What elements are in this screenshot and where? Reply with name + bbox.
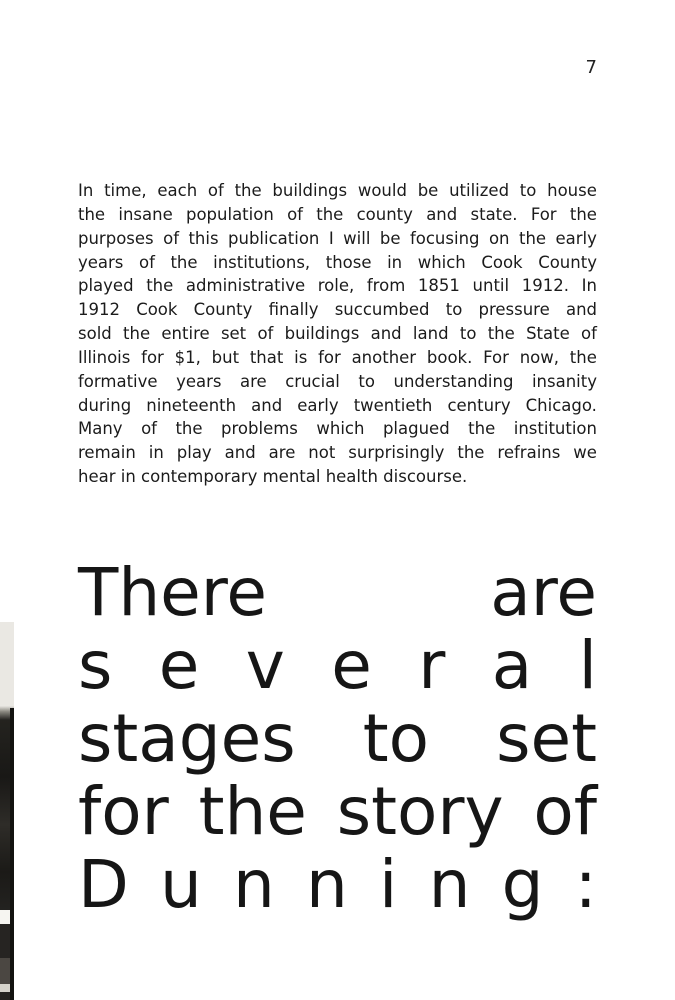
word: formative: [78, 371, 158, 391]
word: for: [318, 347, 341, 367]
word: be: [417, 181, 439, 200]
word: those: [325, 252, 372, 272]
word: County: [538, 252, 597, 272]
word: problems: [221, 419, 298, 439]
word: For: [483, 347, 509, 367]
word: now,: [519, 347, 559, 367]
word: in: [387, 252, 403, 272]
word: to: [362, 700, 429, 777]
photo-strip-edge-line: [10, 708, 14, 1000]
word: l: [578, 627, 597, 704]
word: to: [459, 324, 477, 344]
word: of: [141, 419, 157, 439]
heading-line: [78, 629, 597, 702]
word: the: [198, 773, 307, 850]
word: insanity: [531, 371, 597, 391]
word: play: [176, 443, 212, 463]
word: $1,: [174, 347, 201, 367]
word: buildings: [284, 324, 360, 344]
word: set: [496, 700, 597, 777]
word: from: [366, 276, 406, 296]
word: which: [417, 252, 466, 272]
word: set: [220, 324, 247, 344]
word: of: [257, 324, 274, 344]
word: institutions,: [213, 252, 311, 272]
word: each: [157, 181, 198, 200]
word: years: [176, 371, 222, 391]
word: of: [207, 181, 224, 200]
word: early: [555, 228, 597, 248]
word: There: [78, 554, 268, 631]
word: n: [233, 846, 275, 923]
word: be: [379, 228, 401, 248]
word: 1912.: [521, 276, 569, 296]
paragraph-line: [78, 298, 597, 322]
word: remain: [78, 443, 136, 463]
word: 1912: [78, 300, 120, 320]
word: century: [447, 395, 511, 415]
page-number: 7: [585, 57, 597, 78]
word: focusing: [409, 228, 480, 248]
word: plagued: [382, 419, 450, 439]
paragraph-line: [78, 370, 597, 394]
word: are: [240, 371, 267, 391]
word: to: [519, 181, 537, 200]
word: the: [518, 228, 547, 248]
paragraph-line: [78, 251, 597, 275]
word: Many: [78, 419, 123, 439]
word: In: [78, 181, 94, 200]
word: County: [193, 300, 253, 320]
word: the: [78, 204, 106, 224]
word: 1851: [417, 276, 460, 296]
word: g: [501, 846, 544, 923]
word: early: [297, 395, 339, 415]
word: the: [170, 252, 198, 272]
word: to: [445, 300, 463, 320]
word: and: [565, 300, 597, 320]
photo-edge-image: [0, 622, 14, 1000]
word: land: [412, 324, 449, 344]
word: of: [163, 228, 179, 248]
heading-line: [78, 775, 597, 848]
word: population: [185, 204, 274, 224]
word: is: [294, 347, 308, 367]
word: stages: [78, 700, 296, 777]
word: n: [428, 846, 471, 923]
word: Illinois: [78, 347, 131, 367]
word: in: [148, 443, 164, 463]
word: State: [526, 324, 570, 344]
word: :: [574, 846, 597, 923]
word: finally: [268, 300, 319, 320]
word: understanding: [393, 371, 514, 391]
word: to: [358, 371, 375, 391]
word: this: [188, 228, 219, 248]
word: e: [331, 627, 372, 704]
word: would: [357, 181, 407, 200]
word: until: [472, 276, 510, 296]
word: insane: [118, 204, 173, 224]
word: Chicago.: [525, 395, 597, 415]
word: the: [569, 204, 597, 224]
word: the: [175, 419, 203, 439]
word: twentieth: [353, 395, 433, 415]
word: and: [224, 443, 256, 463]
word: In: [581, 276, 597, 296]
word: nineteenth: [146, 395, 237, 415]
word: for: [141, 347, 164, 367]
word: of: [287, 204, 303, 224]
paragraph-line: [78, 179, 597, 203]
word: played: [78, 276, 134, 296]
word: the: [468, 419, 496, 439]
heading-line: [78, 556, 597, 629]
word: e: [158, 627, 200, 704]
word: state.: [470, 204, 518, 224]
word: v: [245, 627, 285, 704]
word: publication: [228, 228, 320, 248]
word: of: [533, 773, 597, 850]
word: which: [316, 419, 365, 439]
word: the: [123, 324, 151, 344]
paragraph-line: [78, 322, 597, 346]
word: we: [573, 443, 597, 463]
word: For: [530, 204, 557, 224]
word: for: [78, 773, 169, 850]
word: institution: [513, 419, 597, 439]
paragraph-line: [78, 441, 597, 465]
word: sold: [78, 324, 112, 344]
word: the: [457, 443, 485, 463]
word: the: [316, 204, 344, 224]
word: Cook: [481, 252, 523, 272]
word: Cook: [136, 300, 178, 320]
word: the: [569, 347, 597, 367]
body-paragraph: [78, 179, 597, 489]
word: the: [234, 181, 262, 200]
photo-strip-segment: [0, 622, 14, 706]
word: years: [78, 252, 124, 272]
word: of: [581, 324, 597, 344]
word: buildings: [272, 181, 348, 200]
word: story: [336, 773, 504, 850]
word: county: [356, 204, 413, 224]
heading-line: [78, 848, 597, 921]
word: purposes: [78, 228, 154, 248]
word: role,: [317, 276, 355, 296]
word: u: [160, 846, 202, 923]
word: the: [146, 276, 174, 296]
word: surprisingly: [348, 443, 445, 463]
paragraph-line: [78, 203, 597, 227]
word: n: [306, 846, 348, 923]
word: crucial: [285, 371, 340, 391]
word: that: [249, 347, 284, 367]
word: book.: [426, 347, 473, 367]
word: and: [251, 395, 283, 415]
word: the: [487, 324, 515, 344]
paragraph-line: [78, 274, 597, 298]
word: and: [370, 324, 402, 344]
heading-line: [78, 702, 597, 775]
word: a: [491, 627, 533, 704]
word: during: [78, 395, 132, 415]
word: time,: [104, 181, 147, 200]
word: administrative: [185, 276, 306, 296]
word: are: [490, 554, 597, 631]
word: r: [418, 627, 446, 704]
paragraph-line: [78, 394, 597, 418]
word: on: [488, 228, 510, 248]
word: of: [138, 252, 155, 272]
word: another: [351, 347, 417, 367]
word: I: [328, 228, 334, 248]
word: i: [379, 846, 398, 923]
word: are: [268, 443, 296, 463]
word: but: [211, 347, 240, 367]
line-text: hear in contemporary mental health discourse.: [78, 467, 468, 487]
paragraph-line: [78, 346, 597, 370]
word: s: [78, 627, 113, 704]
paragraph-line: [78, 417, 597, 441]
word: not: [308, 443, 336, 463]
word: and: [426, 204, 458, 224]
word: pressure: [478, 300, 550, 320]
word: D: [78, 846, 129, 923]
paragraph-line: [78, 227, 597, 251]
word: utilized: [449, 181, 510, 200]
paragraph-line: [78, 465, 597, 489]
word: succumbed: [334, 300, 430, 320]
word: house: [547, 181, 597, 200]
word: refrains: [497, 443, 561, 463]
word: entire: [161, 324, 210, 344]
chapter-heading: [78, 556, 597, 921]
word: will: [343, 228, 371, 248]
